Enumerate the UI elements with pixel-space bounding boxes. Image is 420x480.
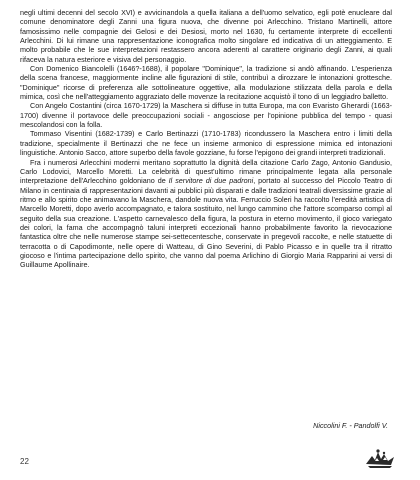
paragraph bbox=[20, 129, 392, 157]
text-run: negli ultimi decenni del secolo XVI) e avvicinandola a quella italiana a dell'uomo selvatico, egli potè enucleare dal comune denominatore degli Zanni una figura nuova, che divenne poi Arlecchino. Tristano Martinelli, attore famosissimo nelle compagnie dei Gelosi e dei Desiosi, morto nel 1630, fu certamente interprete di eccellenti Arlecchini. Di lui rimane una rappresentazione iconografica molto singolare ed indicativa di un atteggiamento. E molto probabile che le sue interpretazioni restassero ancora aderenti al carattere originario degli Zanni, ai quali rifaceva la natura esteriore e visiva del personaggio. bbox=[20, 8, 392, 64]
paragraph bbox=[20, 8, 392, 64]
harlequin-ornament-icon bbox=[364, 446, 396, 470]
text-run: Con Angelo Costantini (circa 1670-1729) la Maschera si diffuse in tutta Europa, ma con Evaristo Gherardi (1663-1700) divenne il portavoce delle preoccupazioni sociali - angosciose per l'opinione pubblica del tempo - quasi mescolandosi con la folla. bbox=[20, 101, 392, 130]
text-run: Tommaso Visentini (1682-1739) e Carlo Bertinazzi (1710-1783) ricondussero la Maschera entro i limiti della tradizione, specialmente il Bertinazzi che ne fece un insieme armonico di espressione mimica ed intonazioni linguistiche. Antonio Sacco, attore superbo della favole gozziane, fu forse l'epigono dei grandi interpreti tradizionali. bbox=[20, 129, 392, 158]
paragraph bbox=[20, 101, 392, 129]
page-number: 22 bbox=[20, 457, 29, 466]
text-run: Con Domenico Biancolelli (1646?-1688), il popolare "Dominique", la tradizione si andò affinando. L'esperienza della scena francese, maggiormente incline alle figurazioni di stile, contribuì a dirozzare le intonazioni grottesche. "Dominique" ricorse di preferenza alle sottolineature oggettive, alla modulazione stilizzata della parola e della mimica, così che nell'atteggiamento aggraziato delle movenze la recitazione acquistò il tono di un leggiadro balletto. bbox=[20, 64, 392, 102]
paragraph bbox=[20, 158, 392, 270]
italic-title: Il servitore di due padroni bbox=[168, 176, 254, 186]
author-credit: Niccolini F. - Pandolfi V. bbox=[313, 421, 388, 430]
paragraph bbox=[20, 64, 392, 101]
text-run: , portato al successo del Piccolo Teatro di Milano in centinaia di rappresentazioni davanti ai pubblici più disparati e dalle tradizioni teatrali diversissime grazie al ritmo e allo spirito che animavano la Maschera, dandole nuova vita. Ferruccio Soleri ha raccolto l'eredità artistica di Marcello Moretti, dopo averlo accompagnato, e talora sostituito, nel lungo cammino che l'attore scomparso compì al seguito della sua creazione. L'aspetto carnevalesco della figura, la postura in eterno movimento, il gioco variegato dei colori, la fama che accompagnò taluni interpreti eccezionali hanno probabilmente favorito la rievocazione fantastica oltre che nelle numerose stampe sei-settecentesche, conservate in pregevoli raccolte, e nelle statuette di terracotta o di Capodimonte, nelle opere di Watteau, di Gino Severini, di Pablo Picasso e in quelle tra il ritratto giocoso e l'intima partecipazione dello spirito, che vanno dal poema Arlichino di Giorgio Maria Rapparini ai versi di Guillaume Apollinaire. bbox=[20, 176, 392, 270]
body-text bbox=[20, 8, 392, 270]
text-run: Fra i numerosi Arlecchini moderni meritano soprattutto la dignità della citazione Carlo Zago, Antonio Gandusio, Carlo Lodovici, Marcello Moretti. La celebrità di quest'ultimo rimane principalmente legata alla personale interpretazione dell'Arlecchino goldoniano de bbox=[20, 157, 392, 186]
